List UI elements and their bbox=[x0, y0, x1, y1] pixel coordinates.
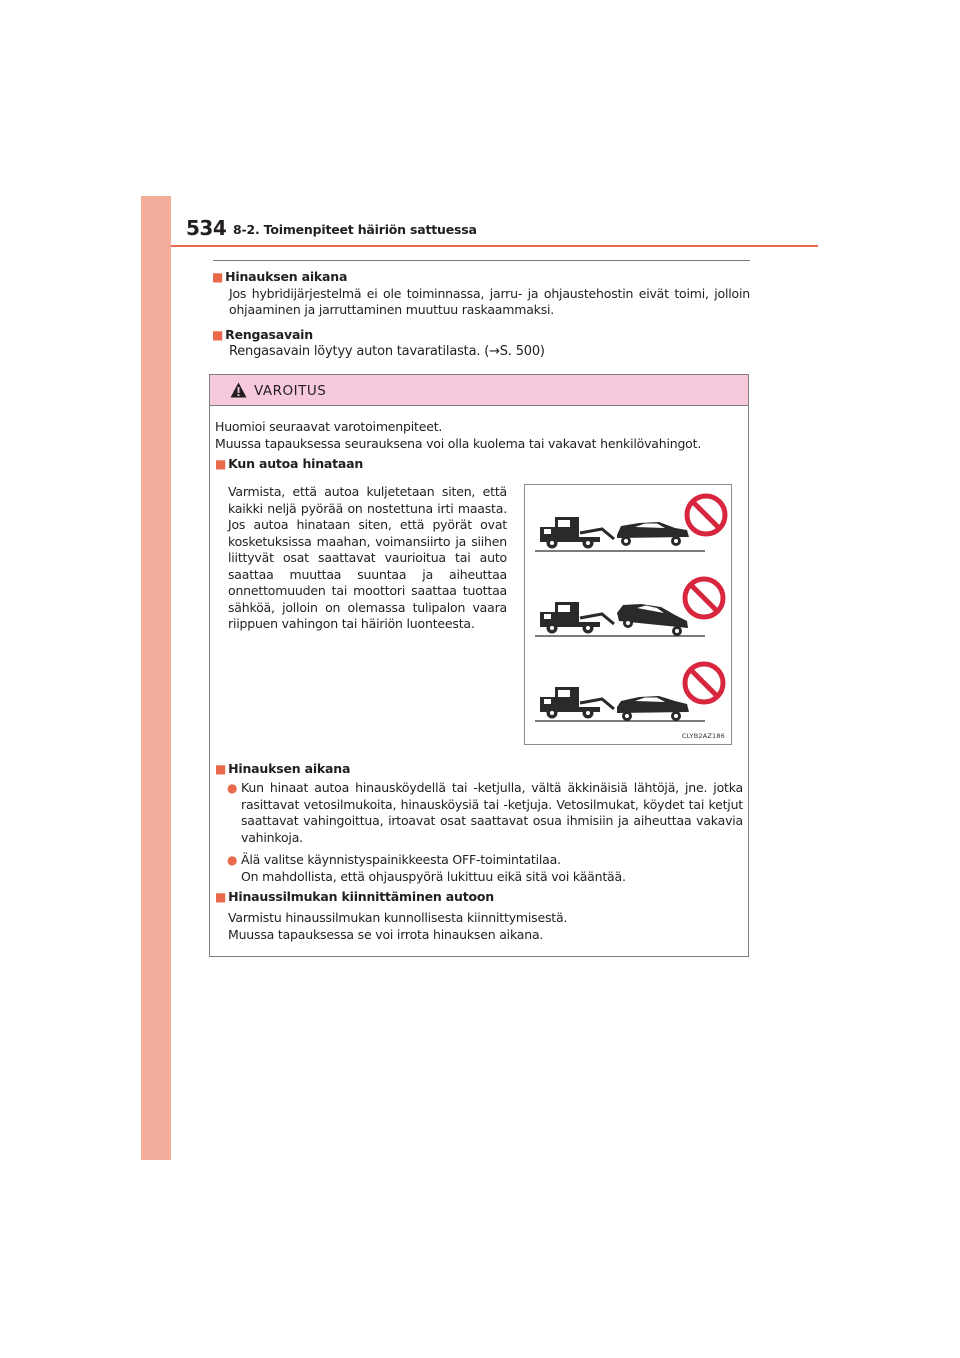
eyelet-line: Varmistu hinaussilmukan kunnollisesta kiinnittymisestä. bbox=[228, 910, 568, 925]
during-heading-text: Hinauksen aikana bbox=[228, 761, 351, 776]
header-rule bbox=[171, 245, 818, 247]
tow-truck-diagram bbox=[525, 485, 731, 744]
chapter-side-bar bbox=[141, 196, 171, 1160]
warning-triangle-icon bbox=[230, 382, 247, 398]
section-wheel-wrench bbox=[212, 327, 750, 360]
bullet-sudden-starts bbox=[215, 780, 743, 846]
warning-intro bbox=[215, 419, 743, 452]
eyelet-line: Muussa tapauksessa se voi irrota hinauksen aikana. bbox=[228, 926, 544, 942]
section-title: 8-2. Toimenpiteet häiriön sattuessa bbox=[233, 222, 477, 237]
towing-warning-text: Varmista, että autoa kuljetetaan siten, että kaikki neljä pyörää on nostettuna irti maasta. Jos autoa hinataan siten, että pyörät ovat kosketuksissa maahan, voimansiirto ja siihen liittyvät osat saattavat vaurioitua tai auto saattaa muuttaa suuntaa ja aiheuttaa onnettomuuden tai moottori saattaa tuottaa sähköä, jolloin on olemassa tulipalon vaara riippuen vahingon tai häiriön luonteesta. bbox=[228, 484, 507, 631]
bullet-line: On mahdollista, että ohjauspyörä lukittuu eikä sitä voi kääntää. bbox=[241, 868, 626, 884]
circle-bullet-icon: ● bbox=[227, 853, 238, 867]
towing-eyelet-heading bbox=[215, 889, 743, 906]
towing-illustration bbox=[524, 484, 732, 745]
bullet-off-mode bbox=[215, 852, 743, 885]
warning-header bbox=[210, 375, 748, 406]
divider bbox=[213, 260, 750, 261]
section-text: Rengasavain löytyy auton tavaratilasta. (→S. 500) bbox=[229, 343, 545, 359]
during-towing-heading bbox=[215, 761, 743, 778]
square-bullet-icon: ■ bbox=[212, 328, 224, 342]
eye-heading-text: Hinaussilmukan kiinnittäminen autoon bbox=[228, 889, 494, 904]
circle-bullet-icon: ● bbox=[227, 781, 238, 795]
section-heading: Hinauksen aikana bbox=[225, 269, 348, 284]
section-heading: Rengasavain bbox=[225, 327, 313, 342]
towing-heading bbox=[215, 456, 743, 473]
warning-intro-line: Huomioi seuraavat varotoimenpiteet. bbox=[215, 419, 443, 434]
bullet-line: Älä valitse käynnistyspainikkeesta OFF-toimintatilaa. bbox=[241, 852, 561, 867]
square-bullet-icon: ■ bbox=[215, 890, 227, 904]
figure-code: CLYB2AZ186 bbox=[681, 732, 725, 740]
square-bullet-icon: ■ bbox=[215, 762, 227, 776]
section-towing-note bbox=[212, 269, 750, 319]
square-bullet-icon: ■ bbox=[215, 457, 227, 471]
section-text: Jos hybridijärjestelmä ei ole toiminnassa, jarru- ja ohjaustehostin eivät toimi, jolloin ohjaaminen ja jarruttaminen muuttuu raskaammaksi. bbox=[229, 285, 750, 317]
bullet-text: Kun hinaat autoa hinausköydellä tai -ketjulla, vältä äkkinäisiä lähtöjä, jne. jotka rasittavat vetosilmukoita, hinausköysiä tai -ketjuja. Vetosilmukat, köydet tai ketjut saattavat vahingoittua, irtoavat osat saattavat osua ihmisiin ja aiheuttaa vakavia vahinkoja. bbox=[241, 780, 743, 845]
page-number: 534 bbox=[186, 216, 227, 240]
warning-title: VAROITUS bbox=[254, 383, 327, 399]
warning-intro-line: Muussa tapauksessa seurauksena voi olla kuolema tai vakavat henkilövahingot. bbox=[215, 435, 702, 451]
square-bullet-icon: ■ bbox=[212, 270, 224, 284]
towing-heading-text: Kun autoa hinataan bbox=[228, 456, 364, 471]
towing-eyelet-text bbox=[228, 910, 743, 943]
